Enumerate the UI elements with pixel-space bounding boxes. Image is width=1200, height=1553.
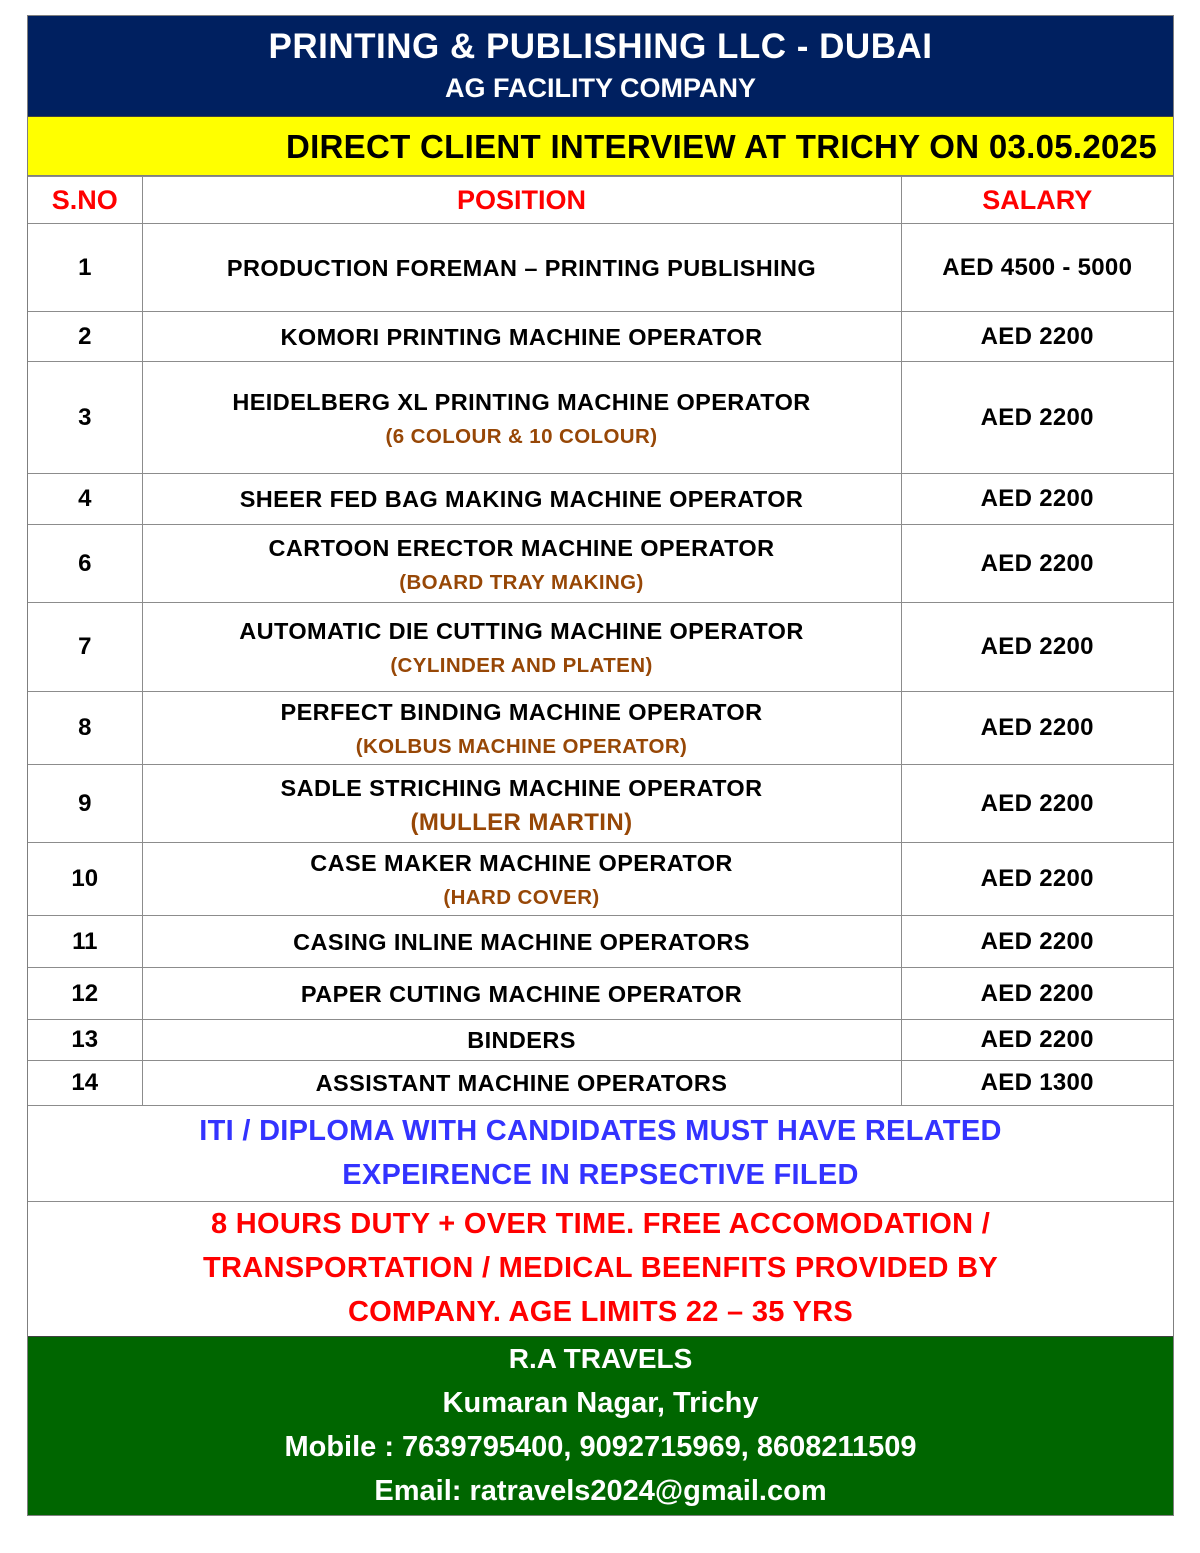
row-salary: AED 2200: [901, 474, 1173, 525]
table-row: [28, 1061, 1173, 1106]
row-position: [142, 765, 901, 843]
position-note: (BOARD TRAY MAKING): [399, 570, 644, 594]
position-title: CARTOON ERECTOR MACHINE OPERATOR: [268, 534, 775, 561]
table-row: [28, 474, 1173, 525]
position-note: (CYLINDER AND PLATEN): [390, 654, 653, 677]
column-header-salary: SALARY: [901, 177, 1173, 224]
position-title: CASE MAKER MACHINE OPERATOR: [310, 850, 733, 876]
row-position: [142, 916, 901, 968]
row-sno: 2: [28, 312, 142, 362]
row-sno: 13: [28, 1020, 142, 1061]
table-row: [28, 843, 1173, 916]
agency-mobile: Mobile : 7639795400, 9092715969, 8608211509: [284, 1431, 917, 1463]
row-salary: AED 2200: [901, 916, 1173, 968]
row-sno: 3: [28, 362, 142, 474]
row-salary: AED 2200: [901, 603, 1173, 692]
company-title: PRINTING & PUBLISHING LLC - DUBAI: [268, 27, 933, 66]
position-title: BINDERS: [467, 1027, 576, 1053]
row-salary: AED 2200: [901, 362, 1173, 474]
position-title: SHEER FED BAG MAKING MACHINE OPERATOR: [239, 486, 804, 512]
table-row: [28, 362, 1173, 474]
position-title: PERFECT BINDING MACHINE OPERATOR: [280, 699, 763, 725]
table-row: [28, 1020, 1173, 1061]
row-salary: AED 2200: [901, 312, 1173, 362]
row-salary: AED 2200: [901, 525, 1173, 603]
job-poster: [27, 15, 1174, 1516]
position-note: (6 COLOUR & 10 COLOUR): [385, 424, 658, 448]
row-sno: 4: [28, 474, 142, 525]
row-position: [142, 1020, 901, 1061]
position-note: (MULLER MARTIN): [410, 808, 633, 836]
row-position: [142, 362, 901, 474]
position-note: (KOLBUS MACHINE OPERATOR): [355, 735, 688, 758]
positions-table: [28, 176, 1173, 1106]
row-position: [142, 1061, 901, 1106]
row-sno: 11: [28, 916, 142, 968]
row-sno: 12: [28, 968, 142, 1020]
benefits-note: [28, 1202, 1173, 1336]
row-position: [142, 692, 901, 765]
column-header-position: POSITION: [142, 177, 901, 224]
column-header-sno: S.NO: [28, 177, 142, 224]
row-sno: 9: [28, 765, 142, 843]
benefits-line-3: COMPANY. AGE LIMITS 22 – 35 YRS: [347, 1296, 854, 1328]
row-sno: 14: [28, 1061, 142, 1106]
agency-address: Kumaran Nagar, Trichy: [442, 1387, 759, 1419]
table-row: [28, 765, 1173, 843]
benefits-line-1: 8 HOURS DUTY + OVER TIME. FREE ACCOMODATION /: [210, 1208, 991, 1240]
agency-name: R.A TRAVELS: [508, 1343, 693, 1374]
row-salary: AED 2200: [901, 692, 1173, 765]
table-row: [28, 692, 1173, 765]
position-title: HEIDELBERG XL PRINTING MACHINE OPERATOR: [232, 388, 811, 415]
row-salary: AED 2200: [901, 765, 1173, 843]
row-position: [142, 525, 901, 603]
table-row: [28, 224, 1173, 312]
company-banner: [28, 16, 1173, 117]
benefits-line-2: TRANSPORTATION / MEDICAL BEENFITS PROVIDED BY: [203, 1252, 998, 1284]
row-position: [142, 312, 901, 362]
row-salary: AED 2200: [901, 968, 1173, 1020]
position-title: PAPER CUTING MACHINE OPERATOR: [300, 980, 743, 1007]
qualification-note: [28, 1106, 1173, 1202]
row-position: [142, 474, 901, 525]
row-position: [142, 843, 901, 916]
contact-footer: [28, 1336, 1173, 1515]
position-note: (HARD COVER): [443, 886, 600, 909]
interview-banner: DIRECT CLIENT INTERVIEW AT TRICHY ON 03.05.2025: [28, 117, 1173, 176]
row-sno: 7: [28, 603, 142, 692]
position-title: AUTOMATIC DIE CUTTING MACHINE OPERATOR: [239, 618, 804, 644]
row-sno: 8: [28, 692, 142, 765]
row-salary: AED 4500 - 5000: [901, 224, 1173, 312]
row-position: [142, 224, 901, 312]
table-row: [28, 525, 1173, 603]
row-salary: AED 2200: [901, 843, 1173, 916]
table-row: [28, 603, 1173, 692]
row-sno: 1: [28, 224, 142, 312]
table-row: [28, 916, 1173, 968]
position-title: KOMORI PRINTING MACHINE OPERATOR: [280, 323, 763, 350]
row-position: [142, 968, 901, 1020]
table-row: [28, 968, 1173, 1020]
row-position: [142, 603, 901, 692]
company-subtitle: AG FACILITY COMPANY: [444, 73, 756, 103]
table-header-row: [28, 177, 1173, 224]
row-salary: AED 1300: [901, 1061, 1173, 1106]
qualification-text: ITI / DIPLOMA WITH CANDIDATES MUST HAVE RELATED EXPEIRENCE IN REPSECTIVE FILED: [199, 1115, 1002, 1191]
row-sno: 6: [28, 525, 142, 603]
position-title: SADLE STRICHING MACHINE OPERATOR: [280, 774, 763, 801]
position-title: ASSISTANT MACHINE OPERATORS: [315, 1070, 728, 1096]
position-title: PRODUCTION FOREMAN – PRINTING PUBLISHING: [226, 254, 817, 281]
table-row: [28, 312, 1173, 362]
row-sno: 10: [28, 843, 142, 916]
row-salary: AED 2200: [901, 1020, 1173, 1061]
position-title: CASING INLINE MACHINE OPERATORS: [293, 928, 750, 955]
agency-email: Email: ratravels2024@gmail.com: [374, 1475, 827, 1507]
